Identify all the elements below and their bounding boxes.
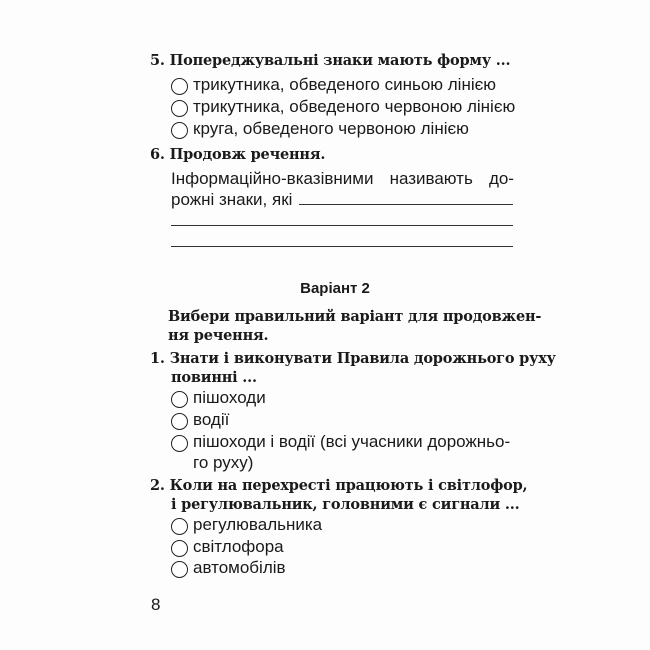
q1-option-1-label: пішоходи <box>193 388 266 407</box>
q5-option-1-label: трикутника, обведеного синьою лінією <box>193 75 497 94</box>
q2-option-2-radio[interactable] <box>171 540 188 557</box>
q1-option-2-label: водії <box>193 410 230 429</box>
variant-instruction-line-1: Вибери правильний варіант для продовжен- <box>168 308 542 325</box>
q6-prompt-line-1 <box>171 169 514 189</box>
question-6-number: 6. <box>150 146 165 163</box>
question-2-text-line-1: Коли на перехресті працюють і світлофор, <box>169 477 528 494</box>
q2-option-1-label: регулювальника <box>193 515 323 534</box>
variant-title: Варіант 2 <box>300 280 370 297</box>
q5-option-3-label: круга, обведеного червоною лінією <box>193 119 469 138</box>
q1-option-3-radio[interactable] <box>171 435 188 452</box>
question-5-heading <box>150 52 510 69</box>
q6-word-2: називають <box>389 169 473 188</box>
q5-option-1-radio[interactable] <box>171 78 188 95</box>
q1-option-3-continuation: го руху) <box>193 453 254 472</box>
question-2-heading <box>150 477 528 494</box>
q1-option-1-radio[interactable] <box>171 391 188 408</box>
question-1-number: 1. <box>150 350 165 367</box>
q1-option-3-label: пішоходи і водії (всі учасники дорожньо- <box>193 432 511 451</box>
question-6-heading <box>150 146 325 163</box>
q1-option-2-radio[interactable] <box>171 413 188 430</box>
question-1-text-line-1: Знати і виконувати Правила дорожнього руху <box>169 350 556 367</box>
q6-answer-line-3[interactable] <box>171 246 513 247</box>
question-5-number: 5. <box>150 52 165 69</box>
q2-option-3-label: автомобілів <box>193 558 286 577</box>
q6-word-3: до- <box>488 169 514 188</box>
question-2-text-line-2: і регулювальник, головними є сигнали ... <box>171 496 520 513</box>
q5-option-3-radio[interactable] <box>171 122 188 139</box>
q6-answer-line-1[interactable] <box>299 204 513 205</box>
question-2-number: 2. <box>150 477 165 494</box>
question-6-text: Продовж речення. <box>169 146 326 163</box>
q6-prompt-line-2: рожні знаки, які <box>171 190 293 209</box>
q6-answer-line-2[interactable] <box>171 225 513 226</box>
page-number: 8 <box>151 595 161 614</box>
question-1-text-line-2: повинні ... <box>171 369 257 386</box>
q5-option-2-radio[interactable] <box>171 100 188 117</box>
variant-instruction-line-2: ня речення. <box>168 327 269 344</box>
q2-option-3-radio[interactable] <box>171 561 188 578</box>
q5-option-2-label: трикутника, обведеного червоною лінією <box>193 97 516 116</box>
question-1-heading <box>150 350 556 367</box>
q6-word-1: Інформаційно-вказівними <box>171 169 374 188</box>
q2-option-2-label: світлофора <box>193 537 284 556</box>
question-5-text: Попереджувальні знаки мають форму ... <box>169 52 511 69</box>
q2-option-1-radio[interactable] <box>171 518 188 535</box>
